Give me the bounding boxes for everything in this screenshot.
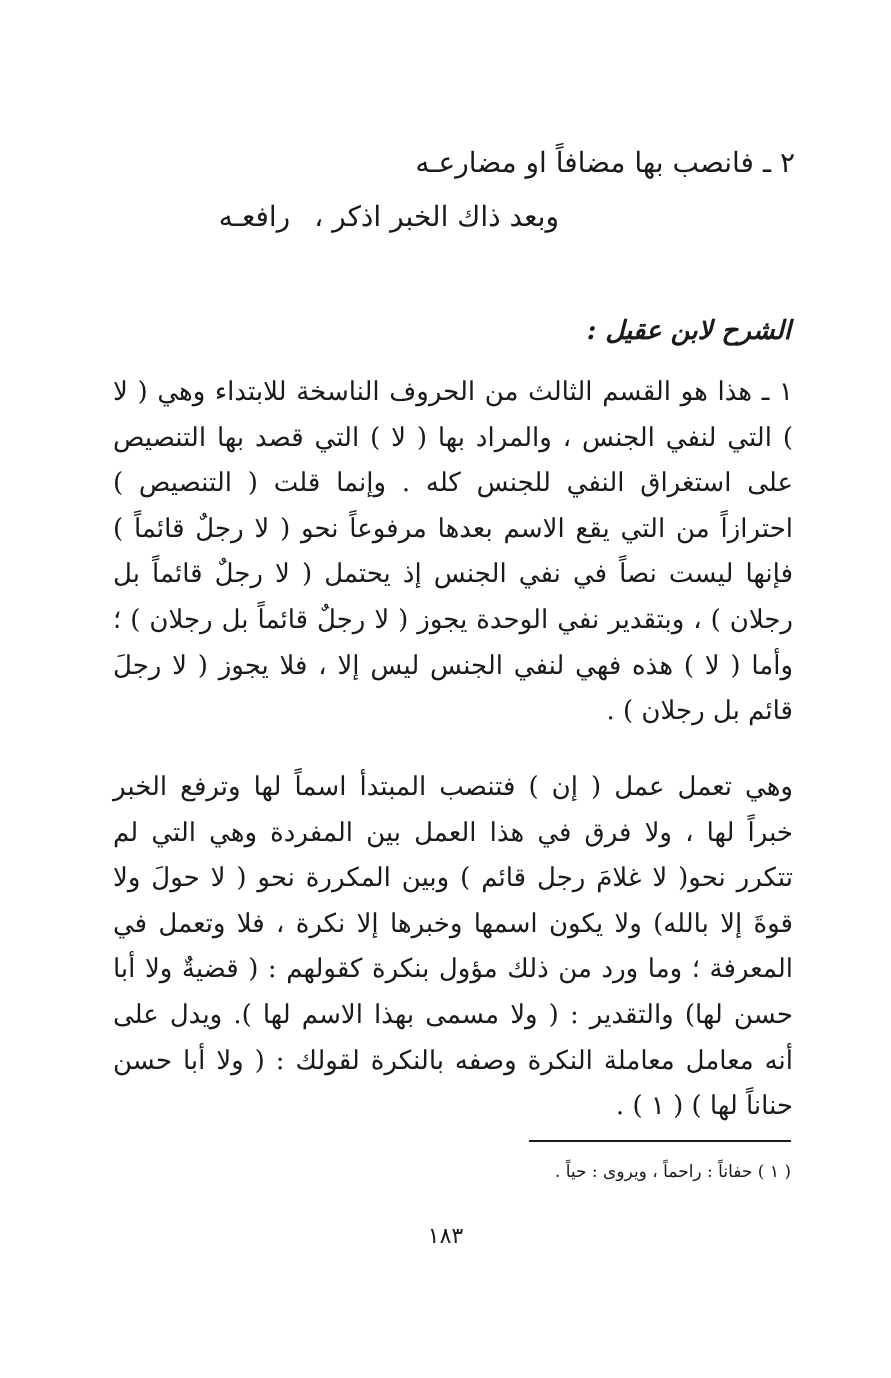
verse-line-2-first-half: وبعد ذاك الخبر اذكر ،	[314, 200, 559, 233]
commentary-paragraph-2: وهي تعمل عمل ( إن ) فتنصب المبتدأ اسماً لها وترفع الخبر خبراً لها ، ولا فرق في هذا العمل بين المفردة وهي التي لم تتكرر نحو( لا غلامَ رجل قائم ) وبين المكررة نحو ( لا حولَ ولا قوةَ إلا بالله) ولا يكون اسمها وخبرها إلا نكرة ، فلا وتعمل في المعرفة ؛ وما ورد من ذلك مؤول بنكرة كقولهم : ( قضيةٌ ولا أبا حسن لها) والتقدير : ( ولا مسمى بهذا الاسم لها ). ويدل على أنه معامل معاملة النكرة وصفه بالنكرة لقولك : ( ولا أبا حسن حناناً لها ) ( ١ ) .	[113, 772, 793, 1122]
footnote: ( ١ ) حفاناً : راحماً ، ويروى : حياً .	[554, 1162, 791, 1182]
verse-line-2-second-half: رافعـه	[218, 200, 291, 233]
verse-line-1: ٢ ـ فانصب بها مضافاً او مضارعـه	[415, 146, 795, 179]
commentary-heading: الشرح لابن عقيل :	[586, 316, 791, 346]
footnote-divider	[529, 1140, 791, 1142]
verse-line-2	[219, 200, 559, 234]
commentary-paragraph-1: ١ ـ هذا هو القسم الثالث من الحروف الناسخة للابتداء وهي ( لا ) التي لنفي الجنس ، والمراد بها ( لا ) التي قصد بها التنصيص على استغراق النفي للجنس كله . وإنما قلت ( التنصيص ) احترازاً من التي يقع الاسم بعدها مرفوعاً نحو ( لا رجلٌ قائماً ) فإنها ليست نصاً في نفي الجنس إذ يحتمل ( لا رجلٌ قائماً بل رجلان ) ، وبتقدير نفي الوحدة يجوز ( لا رجلٌ قائماً بل رجلان ) ؛ وأما ( لا ) هذه فهي لنفي الجنس ليس إلا ، فلا يجوز ( لا رجلَ قائم بل رجلان ) .	[113, 377, 793, 727]
page-number: ١٨٣	[427, 1224, 464, 1249]
